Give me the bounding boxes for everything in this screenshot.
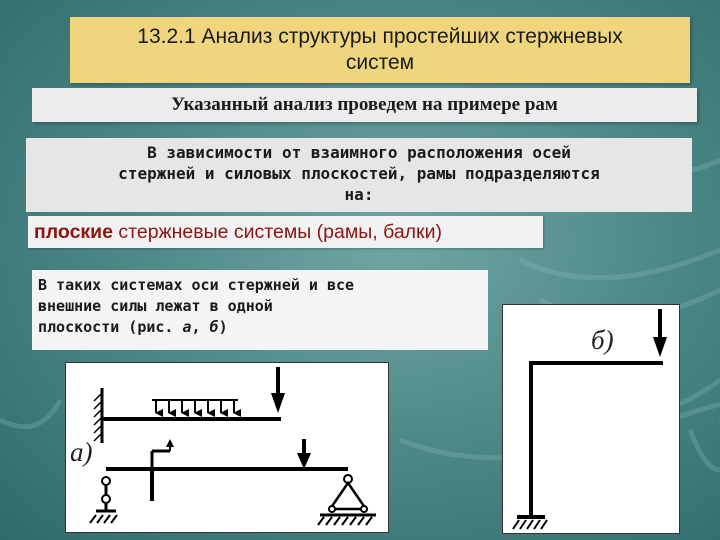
rod-support-left — [90, 477, 117, 523]
description-line-2: внешние силы лежат в одной — [38, 297, 273, 315]
distributed-load-arrows — [152, 400, 238, 413]
figure-a-drawing — [66, 363, 390, 534]
planar-rest: стержневые системы (рамы, балки) — [113, 221, 442, 243]
point-load-arrow-lower — [297, 439, 311, 469]
figure-b — [502, 304, 680, 534]
intro-line-1: В зависимости от взаимного расположения осей — [147, 143, 571, 162]
intro-line-3: на: — [344, 185, 374, 204]
figure-ref-b: б — [209, 318, 219, 336]
description-line-3-suffix: ) — [218, 318, 228, 336]
intro-line-2: стержней и силовых плоскостей, рамы подразделяются — [118, 164, 600, 183]
planar-keyword: плоские — [34, 221, 113, 243]
figure-b-drawing — [503, 305, 681, 535]
slide-title-line-1: 13.2.1 Анализ структуры простейших стержневых — [137, 25, 623, 48]
description-line-3 — [38, 317, 482, 338]
l-frame — [529, 363, 663, 517]
slide-title-line-2: систем — [345, 51, 415, 74]
figure-b-label: б) — [591, 325, 614, 355]
planar-systems-heading — [28, 216, 543, 248]
description-paragraph — [32, 270, 488, 350]
description-line-3-prefix: плоскости (рис. — [38, 318, 183, 336]
pinned-support-right — [318, 475, 376, 525]
point-load-arrow-upper — [271, 367, 285, 413]
description-line-1: В таких системах оси стержней и все — [38, 276, 355, 294]
point-load-arrow-frame — [653, 309, 667, 357]
slide-title — [70, 17, 690, 83]
point-load-arrow-horizontal — [152, 439, 174, 469]
figure-a-label: а) — [70, 437, 93, 467]
description-line-3-sep: , — [191, 318, 210, 336]
intro-paragraph — [26, 138, 692, 212]
figure-ref-a: а — [182, 318, 192, 336]
lower-frame — [106, 469, 348, 501]
figure-a — [65, 362, 389, 533]
wall-support-hatch — [94, 388, 102, 443]
slide-subtitle: Указанный анализ проведем на примере рам — [32, 88, 697, 122]
fixed-support-base — [513, 517, 547, 529]
